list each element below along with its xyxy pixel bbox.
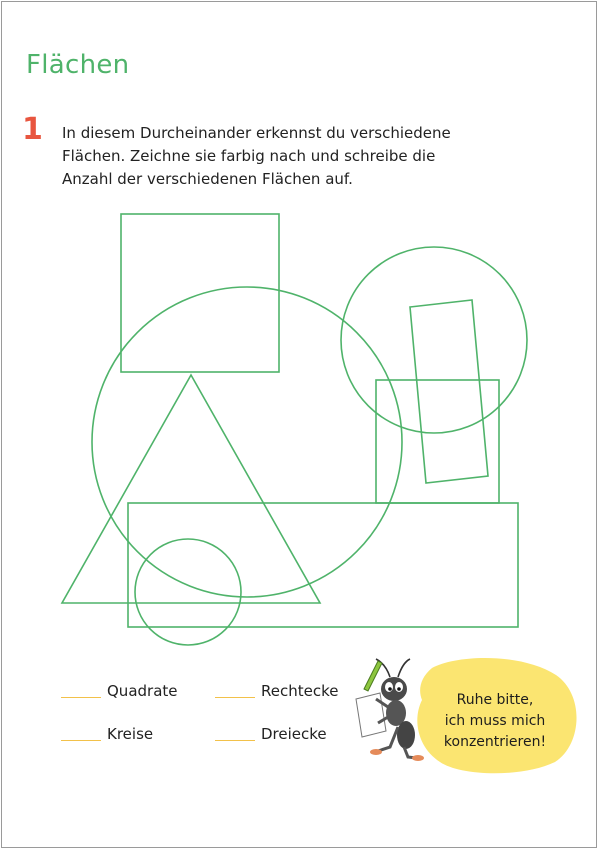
paper-sheet (356, 693, 386, 737)
instruction-line: Flächen. Zeichne sie farbig nach und schreibe die (62, 147, 436, 165)
ant-pupil (397, 687, 401, 691)
page-title: Flächen (26, 50, 130, 80)
bubble-line: ich muss mich (444, 713, 546, 729)
answer-label-kreise: Kreise (107, 725, 154, 743)
bubble-line: konzentrieren! (443, 734, 547, 750)
ant-abdomen (397, 721, 415, 749)
bubble-line: Ruhe bitte, (456, 692, 534, 708)
instruction-line: In diesem Durcheinander erkennst du verschiedene (62, 124, 451, 142)
ant-head (381, 677, 407, 701)
answer-label-rechtecke: Rechtecke (261, 682, 339, 700)
task-number: 1 (22, 112, 43, 147)
ant-shoe (370, 749, 382, 755)
ant-pupil (388, 687, 392, 691)
ant-antenna (398, 659, 410, 677)
ant-shoe (412, 755, 424, 761)
answer-label-dreiecke: Dreiecke (261, 725, 327, 743)
ant-mascot-illustration (350, 655, 430, 765)
instruction-line: Anzahl der verschiedenen Flächen auf. (62, 170, 353, 188)
ant-eye (385, 682, 393, 692)
answer-label-quadrate: Quadrate (107, 682, 178, 700)
pencil-icon (364, 661, 382, 691)
speech-bubble-text (425, 690, 565, 753)
